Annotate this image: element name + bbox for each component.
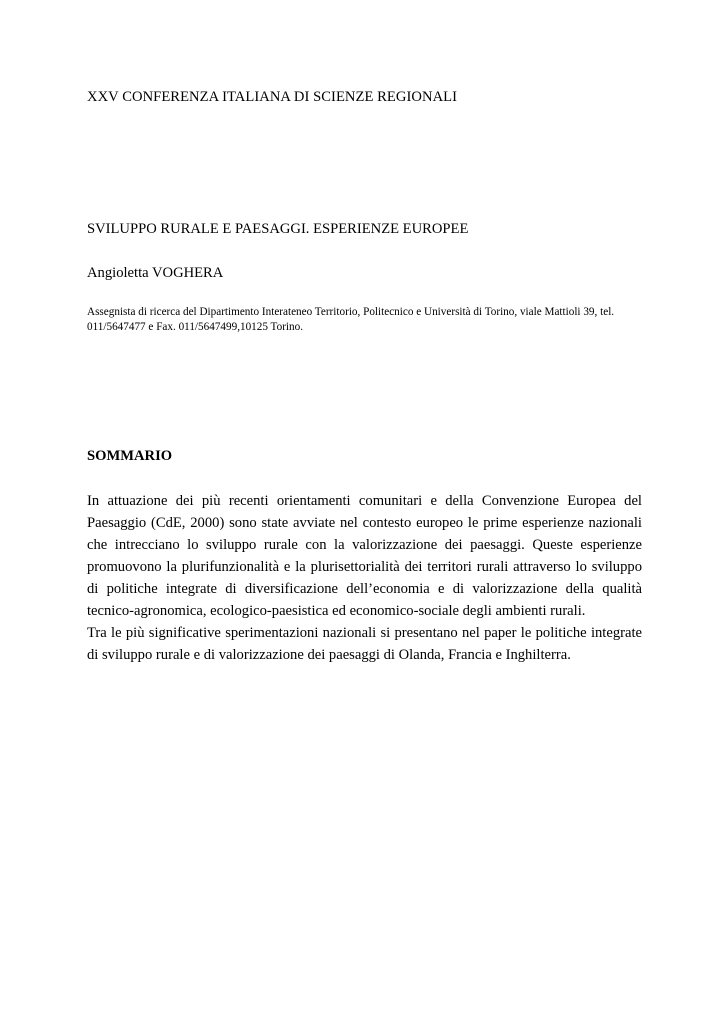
paper-title: SVILUPPO RURALE E PAESAGGI. ESPERIENZE EUROPEE: [87, 221, 469, 237]
abstract-paragraph: In attuazione dei più recenti orientamenti comunitari e della Convenzione Europea del Paesaggio (CdE, 2000) sono state avviate nel contesto europeo le prime esperienze nazionali che intrecciano lo sviluppo rurale con la valorizzazione dei paesaggi. Queste esperienze promuovono la plurifunzionalità e la plurisettorialità dei territori rurali attraverso lo sviluppo di politiche integrate di diversificazione dell’economia e di valorizzazione della qualità tecnico-agronomica, ecologico-paesistica ed economico-sociale degli ambienti rurali.: [87, 493, 642, 619]
author-affiliation: Assegnista di ricerca del Dipartimento Interateneo Territorio, Politecnico e Università di Torino, viale Mattioli 39, tel. 011/5647477 e Fax. 011/5647499,10125 Torino.: [87, 306, 615, 333]
author-name: Angioletta VOGHERA: [87, 265, 224, 281]
abstract-heading: SOMMARIO: [87, 448, 173, 464]
abstract-body: [87, 490, 642, 666]
conference-title: XXV CONFERENZA ITALIANA DI SCIENZE REGIONALI: [87, 89, 458, 105]
abstract-paragraph: Tra le più significative sperimentazioni nazionali si presentano nel paper le politiche integrate di sviluppo rurale e di valorizzazione dei paesaggi di Olanda, Francia e Inghilterra.: [87, 625, 642, 663]
